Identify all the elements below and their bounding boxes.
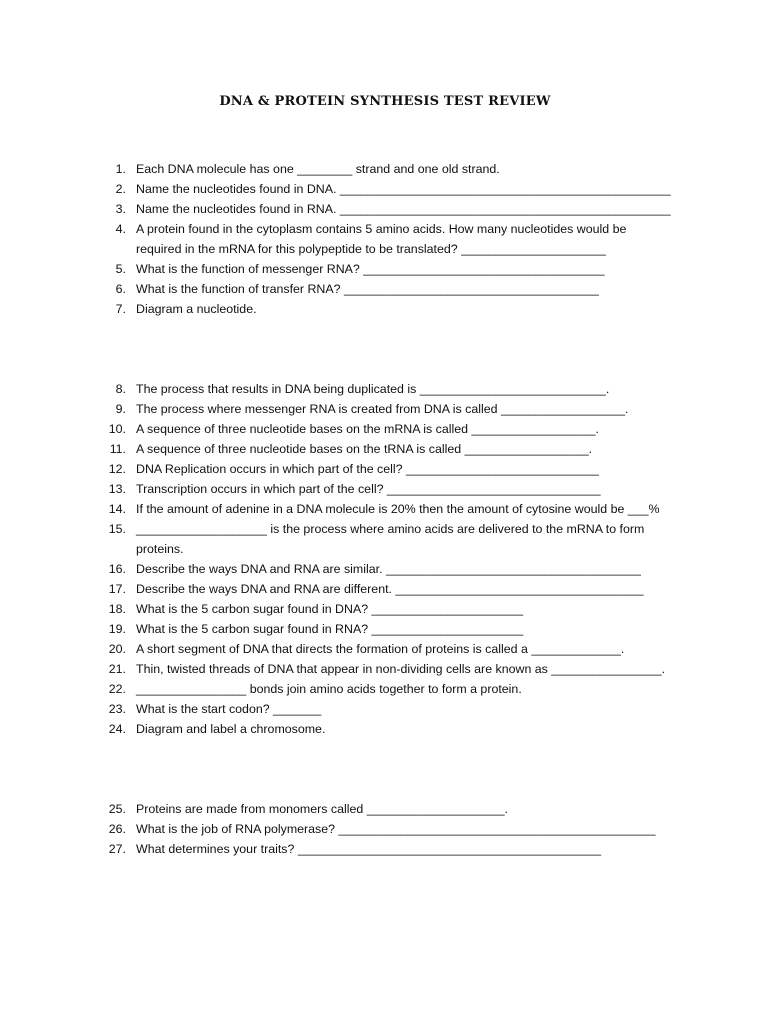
question-number: 4. (115, 222, 126, 236)
question-number: 11. (109, 442, 126, 456)
question-text: Diagram a nucleotide. (136, 302, 257, 316)
question-text: A sequence of three nucleotide bases on the mRNA is called __________________. (136, 422, 599, 436)
question-text: Diagram and label a chromosome. (136, 722, 326, 736)
question-number: 22. (108, 682, 126, 696)
question-number: 14. (108, 502, 126, 516)
question-number: 17. (108, 582, 126, 596)
question-number: 24. (108, 722, 126, 736)
question-number: 9. (115, 402, 126, 416)
question-number: 20. (108, 642, 126, 656)
question-number: 8. (115, 382, 126, 396)
question-text: ___________________ is the process where amino acids are delivered to the mRNA to form (136, 522, 645, 536)
question-number: 10. (108, 422, 126, 436)
question-text: What is the function of messenger RNA? ___________________________________ (136, 262, 605, 276)
question-text: What is the function of transfer RNA? _____________________________________ (136, 282, 599, 296)
question-number: 16. (108, 562, 126, 576)
question-number: 2. (115, 182, 126, 196)
question-number: 7. (115, 302, 126, 316)
question-number: 3. (115, 202, 126, 216)
question-text: Thin, twisted threads of DNA that appear in non-dividing cells are known as ________________. (136, 662, 666, 676)
question-number: 1. (115, 162, 126, 176)
question-text: DNA Replication occurs in which part of the cell? ____________________________ (136, 462, 599, 476)
question-text: Name the nucleotides found in DNA. ________________________________________________ (136, 182, 671, 196)
question-text: Name the nucleotides found in RNA. ________________________________________________ (136, 202, 671, 216)
question-text: Each DNA molecule has one ________ strand and one old strand. (136, 162, 500, 176)
question-number: 21. (108, 662, 126, 676)
question-text: What is the 5 carbon sugar found in DNA? ______________________ (136, 602, 524, 616)
question-text: What is the start codon? _______ (136, 702, 322, 716)
page-title: DNA & PROTEIN SYNTHESIS TEST REVIEW (219, 94, 551, 109)
question-text: Describe the ways DNA and RNA are similar. _____________________________________ (136, 562, 641, 576)
question-text: required in the mRNA for this polypeptide to be translated? _____________________ (136, 242, 606, 256)
question-text: A protein found in the cytoplasm contains 5 amino acids. How many nucleotides would be (136, 222, 627, 236)
question-text: What is the job of RNA polymerase? ______________________________________________ (136, 822, 656, 836)
question-number: 5. (115, 262, 126, 276)
question-number: 12. (108, 462, 126, 476)
question-text: If the amount of adenine in a DNA molecule is 20% then the amount of cytosine would be ___% (136, 502, 660, 516)
question-text: The process that results in DNA being duplicated is ___________________________. (136, 382, 610, 396)
question-text: The process where messenger RNA is created from DNA is called __________________. (136, 402, 629, 416)
question-number: 13. (108, 482, 126, 496)
question-number: 19. (108, 622, 126, 636)
question-text: ________________ bonds join amino acids together to form a protein. (136, 682, 522, 696)
question-number: 27. (108, 842, 126, 856)
question-number: 6. (115, 282, 126, 296)
question-text: proteins. (136, 542, 184, 556)
question-number: 15. (108, 522, 126, 536)
question-number: 18. (108, 602, 126, 616)
question-text: Describe the ways DNA and RNA are different. ____________________________________ (136, 582, 644, 596)
question-text: A short segment of DNA that directs the formation of proteins is called a _____________. (136, 642, 625, 656)
question-text: A sequence of three nucleotide bases on the tRNA is called __________________. (136, 442, 593, 456)
question-text: Proteins are made from monomers called ____________________. (136, 802, 508, 816)
question-text: Transcription occurs in which part of the cell? _______________________________ (136, 482, 601, 496)
question-text: What is the 5 carbon sugar found in RNA? ______________________ (136, 622, 524, 636)
question-text: What determines your traits? ____________________________________________ (136, 842, 602, 856)
question-number: 26. (108, 822, 126, 836)
question-number: 25. (108, 802, 126, 816)
question-number: 23. (108, 702, 126, 716)
